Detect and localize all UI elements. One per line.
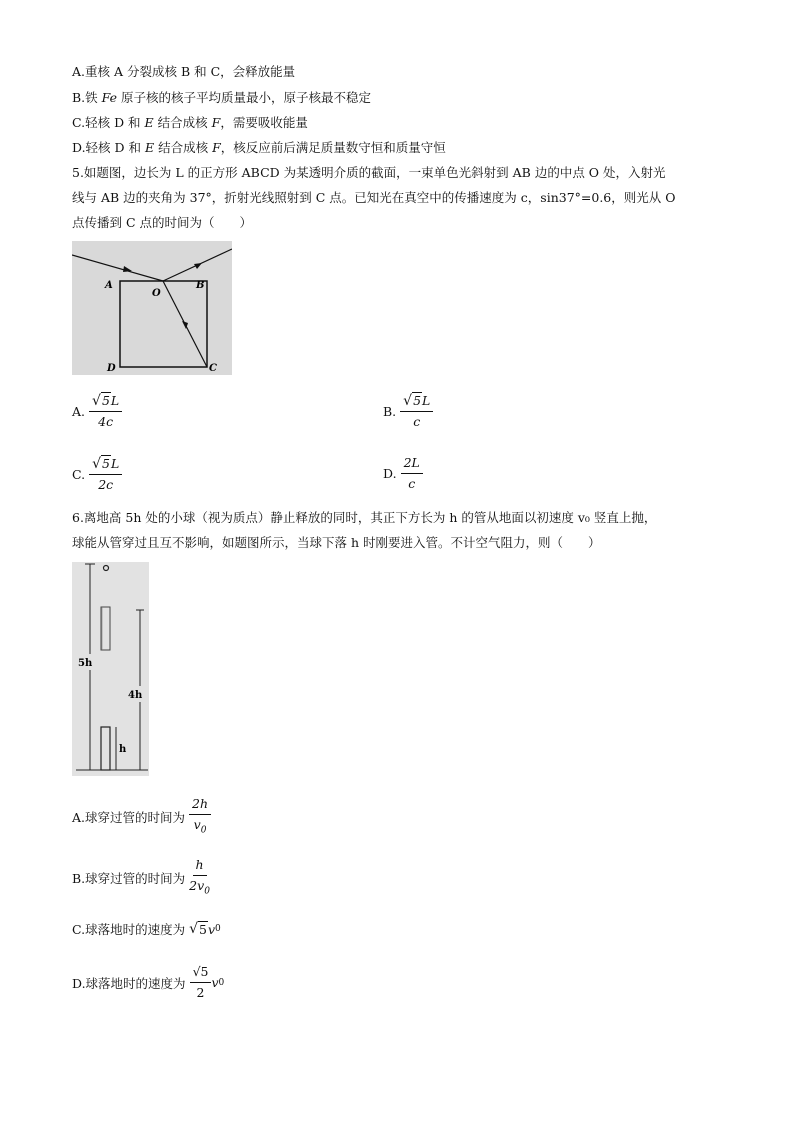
label-h: h bbox=[119, 744, 127, 755]
q5-stem-line1: 5.如题图，边长为 L 的正方形 ABCD 为某透明介质的截面，一束单色光斜射到 AB 边的中点 O 处，入射光 bbox=[72, 165, 666, 180]
label-b: B bbox=[196, 280, 205, 291]
q5-option-b: B. √ 5 L c bbox=[383, 392, 433, 430]
q6-option-c: C.球落地时的速度为 √ 5 v 0 bbox=[72, 921, 221, 937]
q5-stem-line2: 线与 AB 边的夹角为 37°，折射光线照射到 C 点。已知光在真空中的传播速度为 c，sin37°=0.6，则光从 O bbox=[72, 190, 676, 205]
q5-option-a: A. √ 5 L 4c bbox=[72, 392, 122, 430]
ball-icon bbox=[104, 566, 109, 571]
q5-option-c: C. √ 5 L 2c bbox=[72, 455, 122, 493]
q4-option-a: A.重核 A 分裂成核 B 和 C，会释放能量 bbox=[72, 64, 296, 79]
q4-option-b: B.铁 Fe 原子核的核子平均质量最小，原子核最不稳定 bbox=[72, 90, 372, 105]
label-c: C bbox=[209, 363, 217, 374]
label-d: D bbox=[107, 363, 116, 374]
label-a: A bbox=[105, 280, 113, 291]
q5-stem-line3: 点传播到 C 点的时间为（ ） bbox=[72, 215, 253, 230]
label-5h: 5h bbox=[78, 658, 93, 669]
q5-option-d: D. $\frac{2L}{c}$ bbox=[383, 455, 423, 492]
q6-figure bbox=[72, 562, 149, 776]
q6-option-d: D.球落地时的速度为 $\frac{√5}{2}$ v 0 bbox=[72, 964, 225, 1000]
q5-figure bbox=[72, 241, 232, 375]
q6-option-b: B.球穿过管的时间为 $\frac{h}{2v_0}$ bbox=[72, 857, 210, 897]
square-prism-diagram bbox=[72, 241, 232, 375]
q4-option-c: C.轻核 D 和 E 结合成核 F，需要吸收能量 bbox=[72, 115, 308, 130]
q6-option-a: A.球穿过管的时间为 $\frac{2h}{v_0}$ bbox=[72, 796, 211, 839]
q4-option-d: D.轻核 D 和 E 结合成核 F，核反应前后满足质量数守恒和质量守恒 bbox=[72, 140, 446, 155]
q6-stem-line1: 6.离地高 5h 处的小球（视为质点）静止释放的同时，其正下方长为 h 的管从地面以初速度 v₀ 竖直上抛， bbox=[72, 510, 657, 525]
label-o: O bbox=[152, 288, 161, 299]
q6-stem-line2: 球能从管穿过且互不影响，如题图所示，当球下落 h 时刚要进入管。不计空气阻力，则（ ） bbox=[72, 535, 601, 550]
ball-tube-diagram bbox=[72, 562, 149, 776]
label-4h: 4h bbox=[128, 690, 143, 701]
